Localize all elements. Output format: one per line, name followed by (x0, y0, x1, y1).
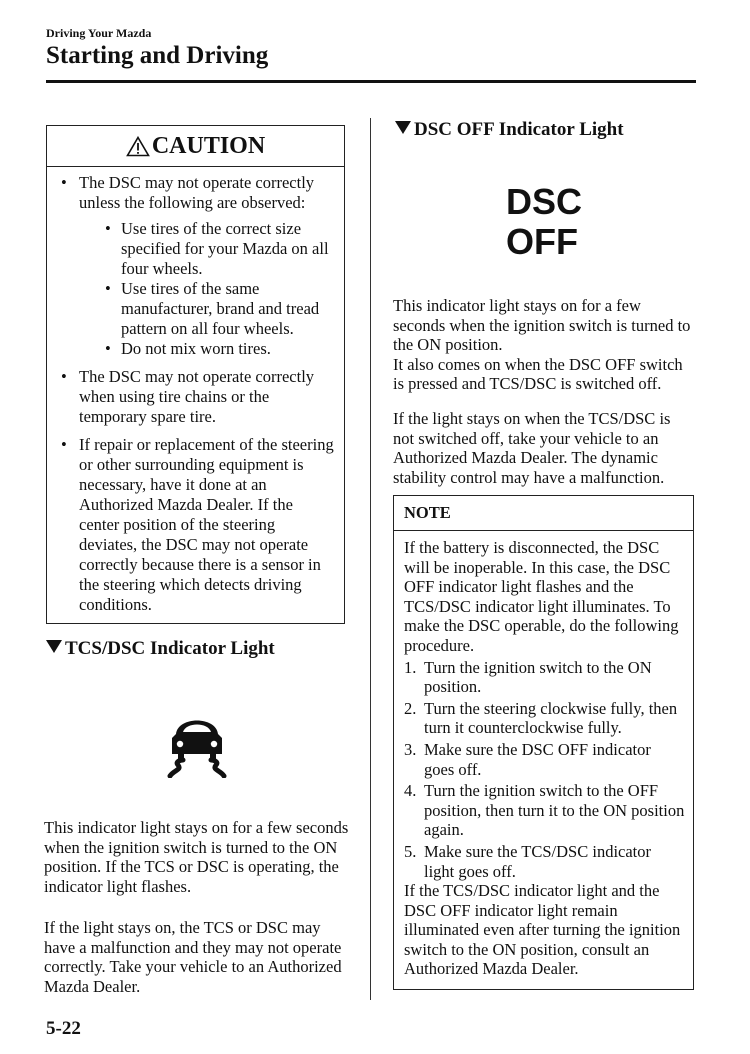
note-step (404, 842, 685, 881)
tcs-paragraph: This indicator light stays on for a few seconds when the ignition switch is turned to the ON position. If the TCS or DSC is operating, the indicator light flashes. (44, 818, 349, 896)
dsc-off-symbol (506, 182, 582, 262)
caution-header (47, 126, 344, 167)
note-step-text: Turn the ignition switch to the ON position. (424, 657, 652, 697)
note-step-number: 2. (404, 698, 417, 718)
note-step-text: Turn the ignition switch to the OFF position, then turn it to the ON position again. (424, 781, 685, 840)
dsc-off-symbol-line: DSC (506, 181, 583, 222)
skidding-car-icon (166, 708, 228, 778)
note-intro: If the battery is disconnected, the DSC will be inoperable. In this case, the DSC OFF indicator light flashes and the TCS/DSC indicator light illuminates. To make the DSC operable, do the following procedure. (404, 538, 679, 655)
caution-title: CAUTION (151, 132, 266, 159)
dsc-off-paragraph (393, 296, 695, 394)
caution-sub-list (79, 219, 336, 359)
caution-sub-item: • Use tires of the same manufacturer, brand and tread pattern on all four wheels. (79, 279, 336, 339)
caution-sub-item: • Use tires of the correct size specified for your Mazda on all four wheels. (79, 219, 336, 279)
caution-item: • If repair or replacement of the steering or other surrounding equipment is necessary, have it done at an Authorized Mazda Dealer. If the center position of the steering deviates, the DSC may not operate correctly because there is a sensor in the steering which detects driving conditions. (57, 435, 336, 615)
note-step-number: 3. (404, 739, 417, 759)
dsc-off-heading-text: DSC OFF Indicator Light (414, 119, 624, 140)
caution-body (47, 167, 344, 615)
caution-item: • The DSC may not operate correctly when using tire chains or the temporary spare tire. (57, 367, 336, 427)
page-number: 5-22 (46, 1018, 81, 1039)
caution-item (57, 173, 336, 359)
note-header: NOTE (394, 496, 693, 531)
section-marker-icon (395, 121, 411, 134)
note-step-text: Make sure the DSC OFF indicator goes off. (424, 739, 651, 779)
section-marker-icon (46, 640, 62, 653)
note-box (393, 495, 694, 990)
note-step-text: Turn the steering clockwise fully, then turn it counterclockwise fully. (424, 698, 678, 738)
note-step (404, 658, 685, 697)
note-step (404, 781, 685, 840)
note-outro: If the TCS/DSC indicator light and the DSC OFF indicator light remain illuminated even after turning the ignition switch to the ON position, consult an Authorized Mazda Dealer. (404, 881, 681, 979)
dsc-off-paragraph: If the light stays on when the TCS/DSC is not switched off, take your vehicle to an Authorized Mazda Dealer. The dynamic stability control may have a malfunction. (393, 409, 671, 487)
caution-item-text: • The DSC may not operate correctly unless the following are observed: (79, 173, 315, 212)
note-step (404, 740, 685, 779)
caution-box (46, 125, 345, 624)
caution-sub-item: • Do not mix worn tires. (79, 339, 336, 359)
dsc-off-heading (395, 119, 624, 141)
note-step-text: Make sure the TCS/DSC indicator light goes off. (424, 841, 652, 881)
column-divider (370, 118, 371, 1000)
note-step-number: 1. (404, 657, 417, 677)
tcs-heading-text: TCS/DSC Indicator Light (65, 638, 275, 659)
dsc-off-paragraph-part: It also comes on when the DSC OFF switch is pressed and TCS/DSC is switched off. (393, 354, 683, 394)
page-title: Starting and Driving (46, 42, 269, 69)
tcs-heading (46, 638, 275, 660)
title-rule (46, 80, 696, 83)
section-label: Driving Your Mazda (46, 26, 152, 40)
warning-triangle-icon (126, 136, 150, 157)
note-body (394, 531, 693, 979)
dsc-off-symbol-line: OFF (506, 221, 578, 262)
note-step-number: 5. (404, 841, 417, 861)
tcs-paragraph: If the light stays on, the TCS or DSC may have a malfunction and they may not operate correctly. Take your vehicle to an Authorized Mazda Dealer. (44, 918, 342, 996)
note-step-number: 4. (404, 781, 417, 801)
note-step (404, 699, 685, 738)
dsc-off-paragraph-part: This indicator light stays on for a few seconds when the ignition switch is turned to the ON position. (393, 296, 691, 355)
